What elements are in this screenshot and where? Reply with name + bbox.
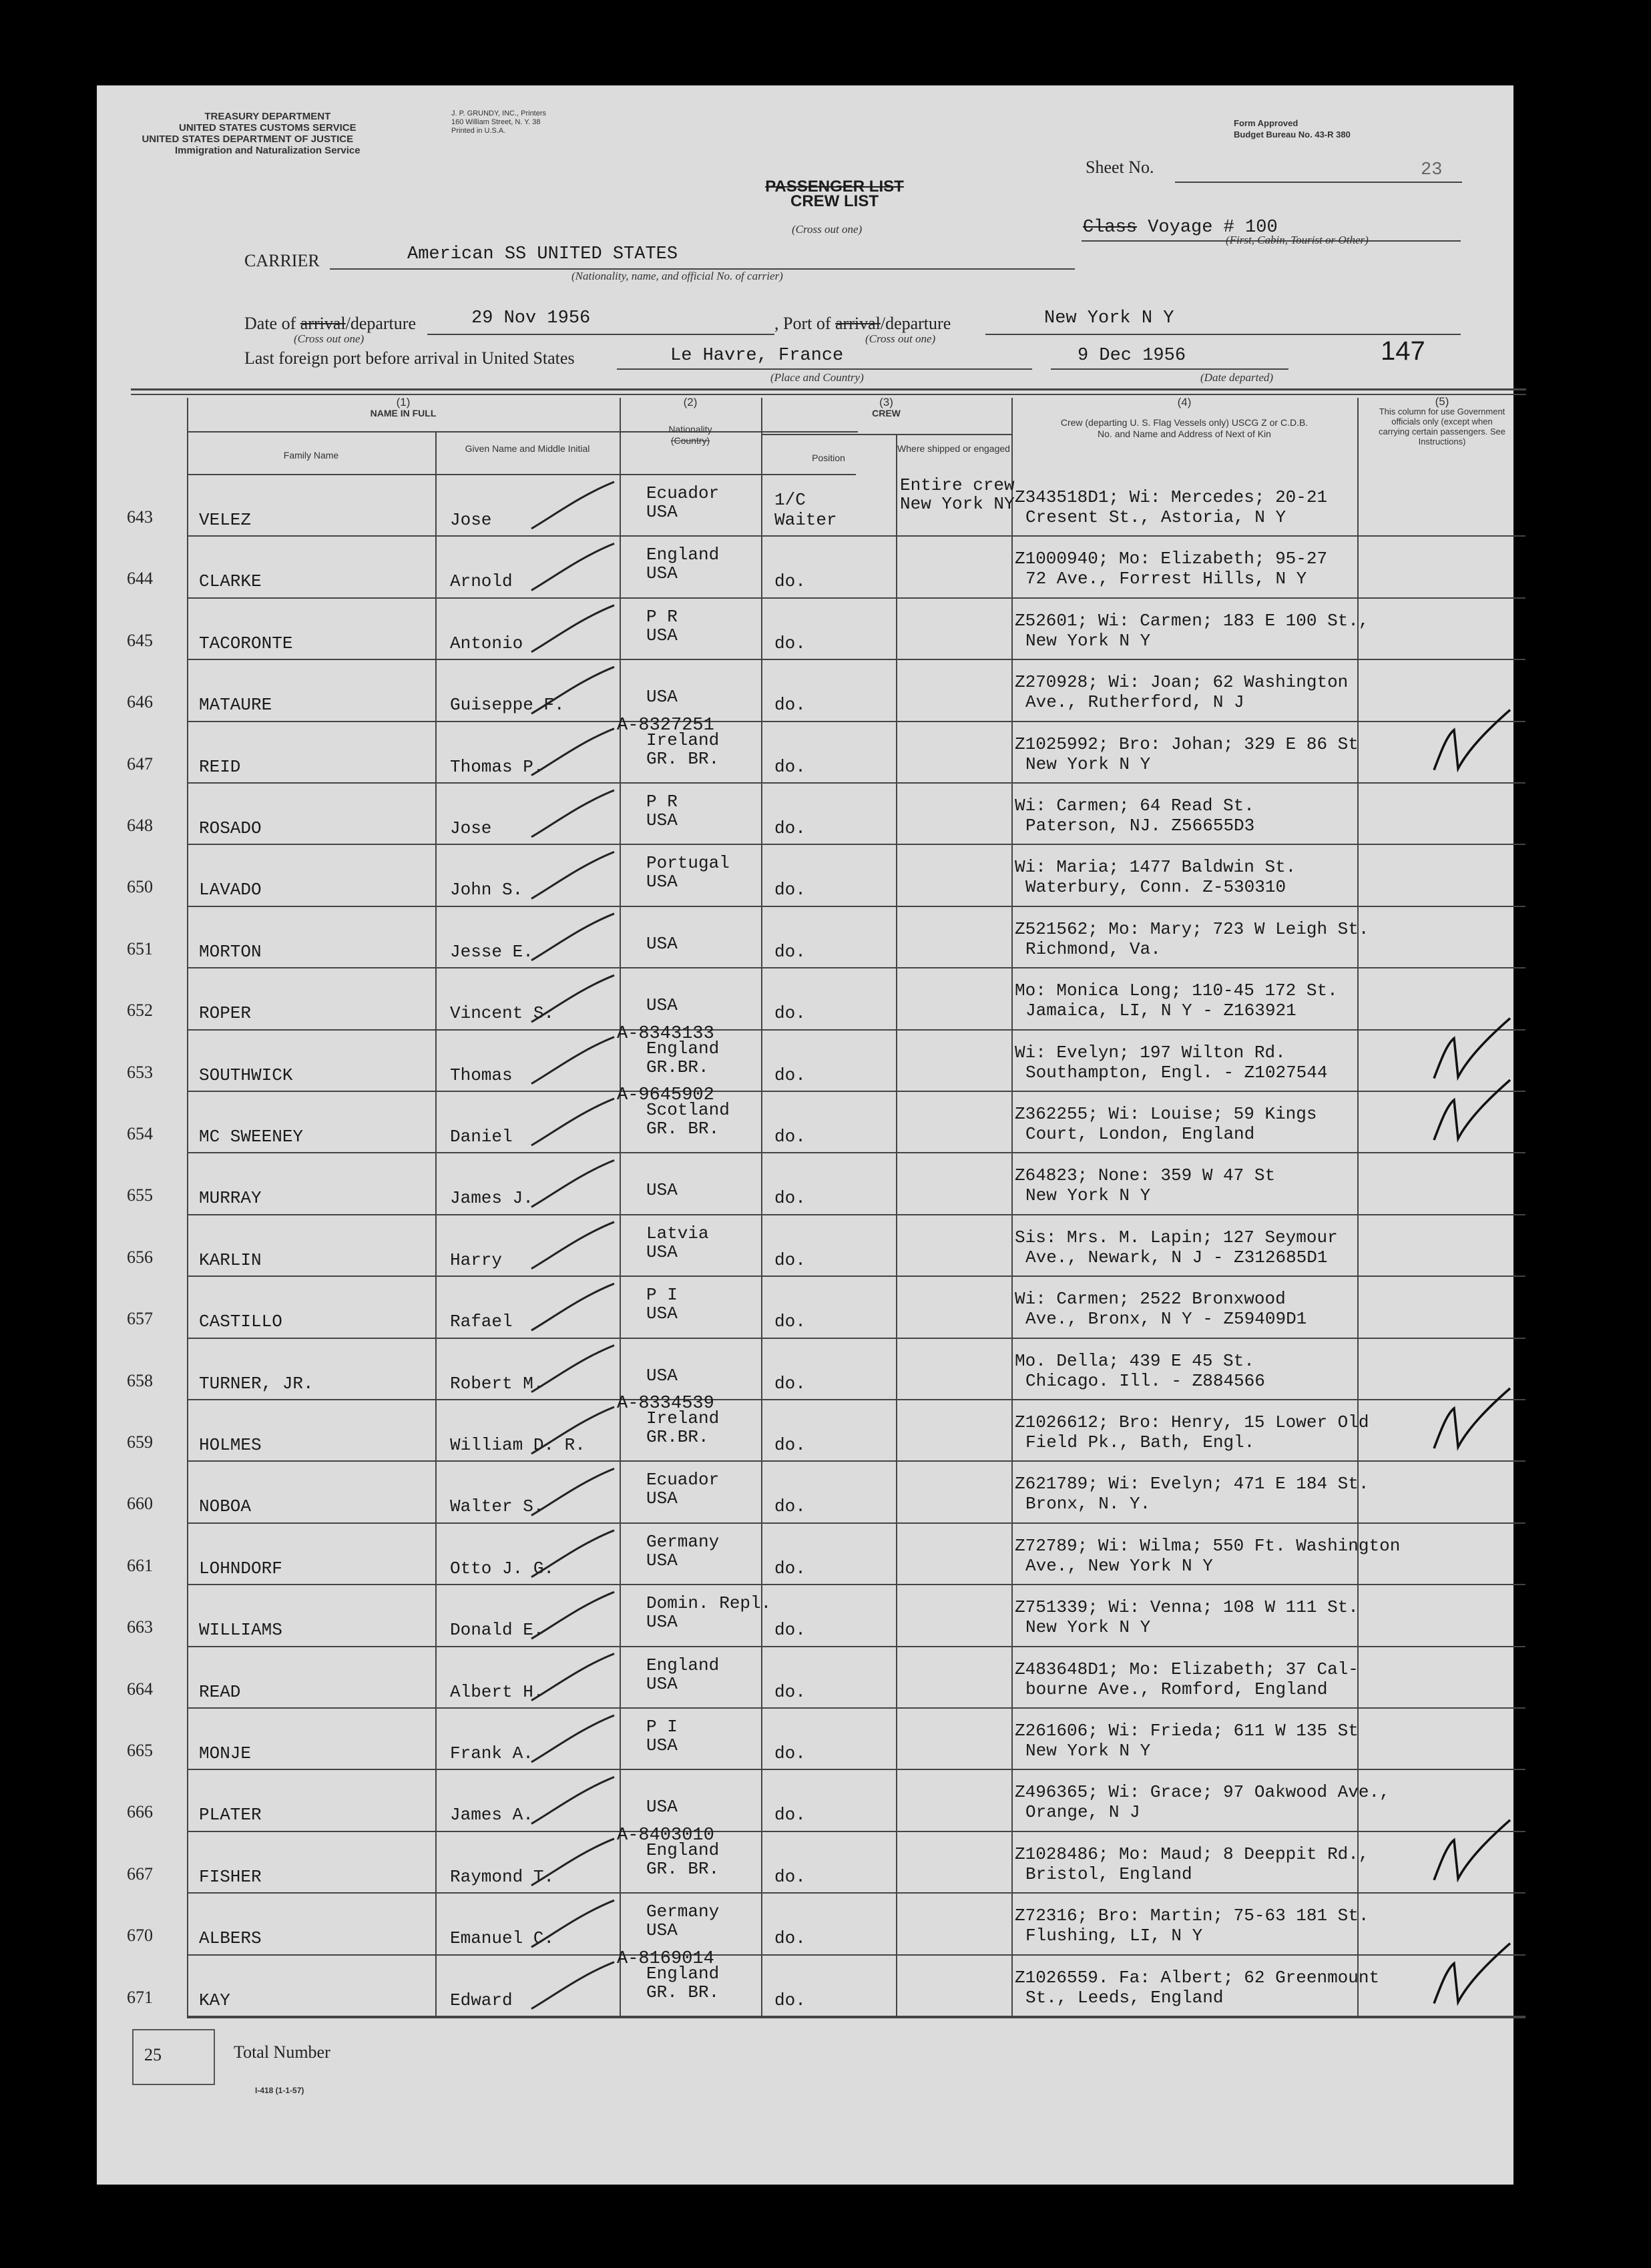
last-port-note: (Place and Country) xyxy=(770,371,864,384)
tick-mark xyxy=(531,1284,614,1330)
next-of-kin-line2: Ave., Rutherford, N J xyxy=(1025,692,1244,713)
next-of-kin-line2: Bristol, England xyxy=(1025,1864,1192,1884)
family-name: MC SWEENEY xyxy=(199,1127,304,1147)
check-mark-icon xyxy=(1434,1080,1510,1140)
family-name: KAY xyxy=(199,1990,230,2010)
position: do. xyxy=(774,1249,806,1270)
family-name: REID xyxy=(199,756,241,777)
tick-mark xyxy=(531,914,614,960)
next-of-kin-line1: Wi: Carmen; 64 Read St. xyxy=(1015,796,1254,816)
next-of-kin-line2: 72 Ave., Forrest Hills, N Y xyxy=(1025,569,1307,589)
port-label-post: /departure xyxy=(880,314,951,333)
date-departed-note: (Date departed) xyxy=(1200,371,1274,384)
position: do. xyxy=(774,1065,806,1085)
nationality-birth: P R xyxy=(646,606,678,627)
family-name: CASTILLO xyxy=(199,1312,282,1332)
next-of-kin-line2: Field Pk., Bath, Engl. xyxy=(1025,1432,1255,1452)
next-of-kin-line1: Mo: Monica Long; 110-45 172 St. xyxy=(1015,980,1338,1001)
position: do. xyxy=(774,941,806,962)
position: do. xyxy=(774,1681,806,1702)
tick-mark xyxy=(531,1715,614,1762)
tick-mark xyxy=(531,852,614,898)
col-family-header: Family Name xyxy=(283,450,339,461)
next-of-kin-line2: New York N Y xyxy=(1025,1185,1151,1206)
row-number: 643 xyxy=(127,507,153,527)
nationality-citizenship: USA xyxy=(646,1241,678,1262)
family-name: MURRAY xyxy=(199,1188,262,1209)
sheet-number: 23 xyxy=(1421,160,1443,180)
next-of-kin-line2: Waterbury, Conn. Z-530310 xyxy=(1025,877,1286,898)
row-number: 659 xyxy=(127,1432,153,1452)
position: do. xyxy=(774,1990,806,2010)
form-code: I-418 (1-1-57) xyxy=(255,2086,304,2095)
row-number: 651 xyxy=(127,938,153,958)
row-number: 658 xyxy=(127,1370,153,1390)
form-approved-line: Form Approved xyxy=(1234,118,1299,128)
nationality-birth: Ecuador xyxy=(646,1470,720,1490)
next-of-kin-line1: Z621789; Wi: Evelyn; 471 E 184 St. xyxy=(1015,1474,1369,1494)
position: do. xyxy=(774,571,806,592)
next-of-kin-line2: Paterson, NJ. Z56655D3 xyxy=(1025,816,1255,836)
nationality-citizenship: USA xyxy=(646,933,678,954)
voyage-note: (First, Cabin, Tourist or Other) xyxy=(1226,234,1369,246)
col-shipped-header: Where shipped or engaged xyxy=(897,443,1010,454)
check-mark-icon xyxy=(1434,1944,1510,2004)
date-departed-value: 9 Dec 1956 xyxy=(1078,346,1186,366)
nationality-birth: England xyxy=(646,1839,720,1860)
nationality-citizenship: USA xyxy=(646,1180,678,1201)
next-of-kin-line1: Z1000940; Mo: Elizabeth; 95-27 xyxy=(1015,549,1328,569)
next-of-kin-line2: Ave., New York N Y xyxy=(1025,1555,1213,1576)
next-of-kin-line2: St., Leeds, England xyxy=(1025,1987,1224,2008)
date-struck: arrival xyxy=(300,314,346,333)
given-name: Frank A. xyxy=(450,1743,533,1763)
date-label-post: /departure xyxy=(345,314,416,333)
row-number: 644 xyxy=(127,569,153,589)
total-value: 25 xyxy=(144,2045,162,2064)
nationality-citizenship: USA xyxy=(646,625,678,645)
position: do. xyxy=(774,1928,806,1949)
next-of-kin-line2: Bronx, N. Y. xyxy=(1025,1494,1151,1514)
col1-title: NAME IN FULL xyxy=(370,408,437,418)
last-port-label: Last foreign port before arrival in United States xyxy=(244,348,575,368)
given-name: Jose xyxy=(450,818,492,838)
col3-title: CREW xyxy=(872,408,901,418)
date-note: (Cross out one) xyxy=(294,332,365,345)
nationality-citizenship: USA xyxy=(646,1797,678,1817)
col2-title: Nationality xyxy=(668,424,712,435)
next-of-kin-line2: bourne Ave., Romford, England xyxy=(1025,1679,1328,1699)
next-of-kin-line1: Z72789; Wi: Wilma; 550 Ft. Washington xyxy=(1015,1535,1401,1556)
given-name: Edward xyxy=(450,1990,513,2010)
date-value: 29 Nov 1956 xyxy=(471,308,591,328)
nationality-citizenship: USA xyxy=(646,995,678,1016)
title-struck: PASSENGER LIST xyxy=(765,178,904,196)
stamp-number: 147 xyxy=(1381,336,1425,366)
nationality-birth: P R xyxy=(646,792,678,812)
position: do. xyxy=(774,880,806,900)
col2-number: (2) xyxy=(683,396,698,408)
given-name: Thomas xyxy=(450,1065,513,1085)
position: do. xyxy=(774,1188,806,1209)
sheet-label: Sheet No. xyxy=(1086,158,1154,177)
row-number: 670 xyxy=(127,1926,153,1946)
row-number: 660 xyxy=(127,1494,153,1514)
tick-mark xyxy=(531,605,614,652)
next-of-kin-line2: Ave., Newark, N J - Z312685D1 xyxy=(1025,1247,1328,1267)
nationality-citizenship: USA xyxy=(646,1612,678,1633)
shipped-line1: Entire crew xyxy=(900,475,1015,495)
family-name: NOBOA xyxy=(199,1496,252,1517)
given-name: Harry xyxy=(450,1249,503,1270)
tick-mark xyxy=(531,1468,614,1515)
col4-title: Crew (departing U. S. Flag Vessels only) USCG Z or C.D.B. No. and Name and Address of Next of Kin xyxy=(1060,417,1309,439)
given-name: James J. xyxy=(450,1188,533,1209)
tick-mark xyxy=(531,1222,614,1269)
nationality-citizenship: USA xyxy=(646,1920,678,1941)
given-name: Donald E. xyxy=(450,1620,544,1641)
position: do. xyxy=(774,695,806,716)
row-number: 667 xyxy=(127,1864,153,1884)
next-of-kin-line1: Wi: Maria; 1477 Baldwin St. xyxy=(1015,857,1296,878)
row-number: 655 xyxy=(127,1185,153,1205)
alien-registration-number: A-8403010 xyxy=(617,1825,714,1846)
port-note: (Cross out one) xyxy=(865,332,936,345)
next-of-kin-line2: Flushing, LI, N Y xyxy=(1025,1926,1203,1946)
row-number: 653 xyxy=(127,1062,153,1082)
next-of-kin-line1: Z362255; Wi: Louise; 59 Kings xyxy=(1015,1104,1317,1124)
next-of-kin-line1: Z521562; Mo: Mary; 723 W Leigh St. xyxy=(1015,918,1369,939)
next-of-kin-line1: Z261606; Wi: Frieda; 611 W 135 St xyxy=(1015,1721,1359,1741)
given-name: Arnold xyxy=(450,571,513,592)
family-name: ALBERS xyxy=(199,1928,262,1949)
family-name: TACORONTE xyxy=(199,633,293,653)
nationality-birth: Ireland xyxy=(646,1408,720,1428)
agency-line: UNITED STATES CUSTOMS SERVICE xyxy=(178,122,357,133)
given-name: James A. xyxy=(450,1805,533,1825)
total-box xyxy=(132,2029,215,2085)
nationality-citizenship: USA xyxy=(646,810,678,830)
col4-number: (4) xyxy=(1177,396,1192,408)
family-name: KARLIN xyxy=(199,1249,262,1270)
row-number: 650 xyxy=(127,877,153,897)
port-label-pre: , Port of xyxy=(774,314,831,333)
family-name: CLARKE xyxy=(199,571,262,592)
given-name: Jose xyxy=(450,510,492,530)
position: do. xyxy=(774,1312,806,1332)
next-of-kin-line1: Z1026559. Fa: Albert; 62 Greenmount xyxy=(1015,1967,1380,1988)
given-name: Antonio xyxy=(450,633,523,653)
col1-number: (1) xyxy=(396,396,411,408)
family-name: PLATER xyxy=(199,1805,262,1825)
class-struck: Class xyxy=(1083,218,1138,238)
nationality-birth: Domin. Repl. xyxy=(646,1593,772,1614)
tick-mark xyxy=(531,1037,614,1084)
position: do. xyxy=(774,1620,806,1641)
next-of-kin-line2: New York N Y xyxy=(1025,754,1151,774)
given-name: Rafael xyxy=(450,1312,513,1332)
col5-number: (5) xyxy=(1435,395,1449,408)
alien-registration-number: A-9645902 xyxy=(617,1085,714,1105)
tick-mark xyxy=(531,1346,614,1392)
row-number: 671 xyxy=(127,1987,153,2007)
family-name: MONJE xyxy=(199,1743,252,1763)
nationality-birth: Ecuador xyxy=(646,483,720,503)
printer-line: Printed in U.S.A. xyxy=(451,127,506,135)
printer-line: 160 William Street, N. Y. 38 xyxy=(451,118,541,126)
voyage-value: Voyage # 100 xyxy=(1148,218,1278,238)
next-of-kin-line1: Z496365; Wi: Grace; 97 Oakwood Ave., xyxy=(1015,1782,1390,1803)
nationality-birth: England xyxy=(646,1655,720,1675)
tick-mark xyxy=(531,667,614,714)
next-of-kin-line2: Cresent St., Astoria, N Y xyxy=(1025,507,1286,527)
position: do. xyxy=(774,1743,806,1763)
row-number: 664 xyxy=(127,1679,153,1699)
nationality-citizenship: GR. BR. xyxy=(646,1119,720,1139)
carrier-value: American SS UNITED STATES xyxy=(407,244,678,264)
nationality-citizenship: USA xyxy=(646,563,678,584)
row-number: 665 xyxy=(127,1741,153,1760)
next-of-kin-line1: Z1026612; Bro: Henry, 15 Lower Old xyxy=(1015,1412,1369,1432)
next-of-kin-line1: Sis: Mrs. M. Lapin; 127 Seymour xyxy=(1015,1227,1338,1247)
nationality-birth: England xyxy=(646,1963,720,1984)
family-name: FISHER xyxy=(199,1866,262,1887)
position: do. xyxy=(774,1805,806,1825)
nationality-citizenship: USA xyxy=(646,1365,678,1386)
tick-mark xyxy=(531,1900,614,1947)
alien-registration-number: A-8327251 xyxy=(617,715,714,736)
position: do. xyxy=(774,633,806,653)
title-crew-list: CREW LIST xyxy=(790,192,879,210)
alien-registration-number: A-8334539 xyxy=(617,1394,714,1414)
tick-mark xyxy=(531,1777,614,1823)
family-name: LOHNDORF xyxy=(199,1558,282,1579)
position: do. xyxy=(774,1866,806,1887)
nationality-birth: Ireland xyxy=(646,730,720,750)
check-mark-icon xyxy=(1434,710,1510,770)
position: Waiter xyxy=(774,510,837,530)
next-of-kin-line1: Z751339; Wi: Venna; 108 W 111 St. xyxy=(1015,1597,1359,1618)
given-name: Walter S. xyxy=(450,1496,544,1517)
printer-line: J. P. GRUNDY, INC., Printers xyxy=(451,109,547,117)
next-of-kin-line2: Orange, N J xyxy=(1025,1802,1140,1823)
next-of-kin-line1: Z1028486; Mo: Maud; 8 Deeppit Rd., xyxy=(1015,1844,1369,1864)
tick-mark xyxy=(531,1654,614,1701)
carrier-label: CARRIER xyxy=(244,251,320,270)
family-name: READ xyxy=(199,1681,241,1702)
next-of-kin-line1: Z64823; None: 359 W 47 St xyxy=(1015,1165,1276,1186)
agency-line: UNITED STATES DEPARTMENT OF JUSTICE xyxy=(142,133,354,145)
family-name: ROSADO xyxy=(199,818,262,838)
next-of-kin-line2: Jamaica, LI, N Y - Z163921 xyxy=(1025,1001,1296,1021)
tick-mark xyxy=(531,1099,614,1145)
nationality-birth: Germany xyxy=(646,1902,720,1922)
row-number: 657 xyxy=(127,1309,153,1329)
tick-mark xyxy=(531,1530,614,1577)
next-of-kin-line1: Z72316; Bro: Martin; 75-63 181 St. xyxy=(1015,1906,1369,1926)
col3-number: (3) xyxy=(879,396,893,408)
next-of-kin-line1: Wi: Carmen; 2522 Bronxwood xyxy=(1015,1289,1286,1310)
row-number: 663 xyxy=(127,1617,153,1637)
family-name: MATAURE xyxy=(199,695,272,716)
col5-title: This column for use Government officials only (except when carrying certain passengers. See Instructions) xyxy=(1378,406,1506,447)
tick-mark xyxy=(531,790,614,837)
tick-mark xyxy=(531,1407,614,1454)
given-name: Robert M. xyxy=(450,1373,544,1394)
family-name: WILLIAMS xyxy=(199,1620,282,1641)
given-name: Albert H. xyxy=(450,1681,544,1702)
family-name: ROPER xyxy=(199,1003,252,1024)
nationality-citizenship: USA xyxy=(646,872,678,892)
given-name: Otto J. G. xyxy=(450,1558,555,1579)
title-note: (Cross out one) xyxy=(792,223,863,236)
nationality-citizenship: USA xyxy=(646,1304,678,1324)
tick-mark xyxy=(531,975,614,1022)
position: do. xyxy=(774,1373,806,1394)
next-of-kin-line2: Richmond, Va. xyxy=(1025,938,1161,959)
port-struck: arrival xyxy=(835,314,881,333)
tick-mark xyxy=(531,1160,614,1207)
check-mark-icon xyxy=(1434,1820,1510,1880)
total-label: Total Number xyxy=(234,2042,330,2062)
last-port-value: Le Havre, France xyxy=(670,346,844,366)
next-of-kin-line2: New York N Y xyxy=(1025,630,1151,651)
given-name: Guiseppe F. xyxy=(450,695,565,716)
nationality-birth: P I xyxy=(646,1285,678,1306)
nationality-citizenship: GR.BR. xyxy=(646,1427,709,1447)
next-of-kin-line1: Z270928; Wi: Joan; 62 Washington xyxy=(1015,672,1349,693)
next-of-kin-line1: Z483648D1; Mo: Elizabeth; 37 Cal- xyxy=(1015,1659,1359,1679)
position: do. xyxy=(774,1003,806,1024)
given-name: Vincent S. xyxy=(450,1003,555,1024)
check-mark-icon xyxy=(1434,1388,1510,1448)
family-name: HOLMES xyxy=(199,1435,262,1455)
row-number: 646 xyxy=(127,692,153,712)
given-name: Jesse E. xyxy=(450,941,533,962)
next-of-kin-line2: Ave., Bronx, N Y - Z59409D1 xyxy=(1025,1309,1307,1330)
position: do. xyxy=(774,1496,806,1517)
position-line1: 1/C xyxy=(774,490,806,510)
nationality-citizenship: GR.BR. xyxy=(646,1057,709,1077)
tick-mark xyxy=(531,1962,614,2009)
next-of-kin-line2: Southampton, Engl. - Z1027544 xyxy=(1025,1062,1328,1083)
position: do. xyxy=(774,756,806,777)
nationality-citizenship: USA xyxy=(646,1673,678,1694)
tick-mark xyxy=(531,729,614,776)
next-of-kin-line2: New York N Y xyxy=(1025,1617,1151,1638)
check-mark-icon xyxy=(1434,1019,1510,1079)
date-label-pre: Date of xyxy=(244,314,296,333)
alien-registration-number: A-8343133 xyxy=(617,1023,714,1044)
nationality-citizenship: USA xyxy=(646,502,678,522)
next-of-kin-line2: Chicago. Ill. - Z884566 xyxy=(1025,1370,1265,1391)
carrier-note: (Nationality, name, and official No. of carrier) xyxy=(571,270,783,282)
row-number: 645 xyxy=(127,630,153,650)
family-name: MORTON xyxy=(199,941,262,962)
row-number: 647 xyxy=(127,754,153,774)
agency-line: TREASURY DEPARTMENT xyxy=(204,111,331,122)
nationality-birth: Germany xyxy=(646,1531,720,1552)
port-value: New York N Y xyxy=(1044,308,1174,328)
nationality-birth: Latvia xyxy=(646,1223,709,1243)
nationality-birth: England xyxy=(646,1038,720,1059)
given-name: Emanuel C. xyxy=(450,1928,555,1949)
row-number: 656 xyxy=(127,1247,153,1267)
nationality-citizenship: USA xyxy=(646,687,678,707)
next-of-kin-line2: New York N Y xyxy=(1025,1741,1151,1761)
position: do. xyxy=(774,1435,806,1455)
given-name: Thomas P. xyxy=(450,756,544,777)
next-of-kin-line1: Z343518D1; Wi: Mercedes; 20-21 xyxy=(1015,487,1328,507)
nationality-citizenship: GR. BR. xyxy=(646,748,720,769)
position: do. xyxy=(774,1558,806,1579)
row-number: 666 xyxy=(127,1802,153,1822)
tick-mark xyxy=(531,1592,614,1639)
nationality-birth: England xyxy=(646,545,720,565)
next-of-kin-line1: Wi: Evelyn; 197 Wilton Rd. xyxy=(1015,1042,1286,1063)
form-approved-line: Budget Bureau No. 43-R 380 xyxy=(1234,129,1351,139)
family-name: TURNER, JR. xyxy=(199,1373,314,1394)
position: do. xyxy=(774,818,806,838)
family-name: SOUTHWICK xyxy=(199,1065,293,1085)
next-of-kin-line1: Mo. Della; 439 E 45 St. xyxy=(1015,1350,1254,1371)
family-name: LAVADO xyxy=(199,880,262,900)
row-number: 661 xyxy=(127,1555,153,1575)
col-position-header: Position xyxy=(812,453,845,463)
given-name: John S. xyxy=(450,880,523,900)
col-given-header: Given Name and Middle Initial xyxy=(465,443,590,454)
given-name: Daniel xyxy=(450,1127,513,1147)
position: do. xyxy=(774,1127,806,1147)
nationality-citizenship: GR. BR. xyxy=(646,1982,720,2002)
shipped-line2: New York NY xyxy=(900,494,1015,514)
row-number: 648 xyxy=(127,816,153,835)
nationality-citizenship: USA xyxy=(646,1550,678,1571)
col2-struck: (Country) xyxy=(670,435,710,446)
nationality-birth: P I xyxy=(646,1717,678,1737)
nationality-birth: Portugal xyxy=(646,853,730,874)
tick-mark xyxy=(531,543,614,590)
nationality-citizenship: GR. BR. xyxy=(646,1858,720,1879)
nationality-citizenship: USA xyxy=(646,1735,678,1755)
tick-mark xyxy=(531,482,614,529)
agency-line: Immigration and Naturalization Service xyxy=(175,145,361,156)
alien-registration-number: A-8169014 xyxy=(617,1948,714,1969)
nationality-citizenship: USA xyxy=(646,1488,678,1509)
next-of-kin-line1: Z52601; Wi: Carmen; 183 E 100 St., xyxy=(1015,610,1369,631)
given-name: Raymond T. xyxy=(450,1866,555,1887)
given-name: William D. R. xyxy=(450,1435,585,1455)
row-number: 652 xyxy=(127,1001,153,1021)
family-name: VELEZ xyxy=(199,510,252,530)
next-of-kin-line1: Z1025992; Bro: Johan; 329 E 86 St xyxy=(1015,734,1359,754)
nationality-birth: Scotland xyxy=(646,1100,730,1120)
next-of-kin-line2: Court, London, England xyxy=(1025,1124,1255,1144)
row-number: 654 xyxy=(127,1124,153,1143)
tick-mark xyxy=(531,1839,614,1886)
